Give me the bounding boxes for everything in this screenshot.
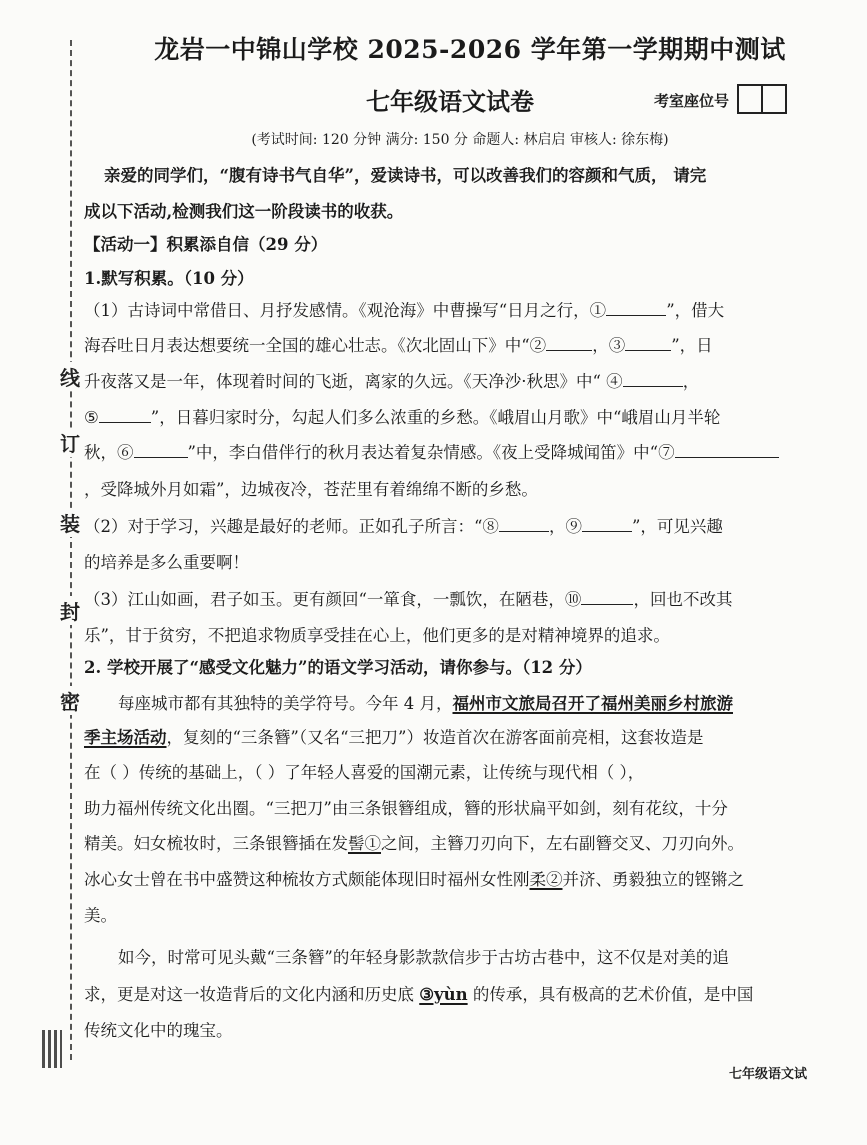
answer-blank-5[interactable] xyxy=(99,404,151,423)
marked-char-2: 柔② xyxy=(529,870,563,889)
pinyin-blank-3[interactable]: ③yùn xyxy=(419,985,468,1004)
underlined-phrase: 福州市文旅局召开了福州美丽乡村旅游 xyxy=(452,694,733,713)
q2-para2-line-2: 求，更是对这一妆造背后的文化内涵和历史底 ③yùn 的传承，具有极高的艺术价值，是中国 xyxy=(84,985,754,1004)
binding-word-mi: 密 xyxy=(52,686,88,715)
q1-p3-line-1: （3）江山如画，君子如玉。更有颜回“一箪食，一瓢饮，在陋巷，⑩ ，回也不改其 xyxy=(84,586,820,610)
answer-blank-9[interactable] xyxy=(582,513,632,532)
q1-p1-line-5: 秋，⑥ ”中，李白借伴行的秋月表达着复杂情感。《夜上受降城闻笛》中“⑦ xyxy=(84,439,820,463)
binding-word-zhuang: 装 xyxy=(52,508,88,537)
q1-p2-line-1: （2）对于学习，兴趣是最好的老师。正如孔子所言：“⑧ ，⑨ ”，可见兴趣 xyxy=(84,513,820,537)
binding-word-ding: 订 xyxy=(52,428,88,457)
q1-p3-line-2: 乐”，甘于贫穷，不把追求物质享受挂在心上，他们更多的是对精神境界的追求。 xyxy=(84,626,670,645)
exam-title: 龙岩一中锦山学校 2025-2026 学年第一学期期中测试 xyxy=(154,35,786,64)
answer-blank-8[interactable] xyxy=(499,513,549,532)
activity1-heading: 【活动一】积累添自信（29 分） xyxy=(84,235,328,254)
q1-p1-line-1: （1）古诗词中常借日、月抒发感情。《观沧海》中曹操写“日月之行，① ”，借大 xyxy=(84,297,820,321)
seat-number-label: 考室座位号 xyxy=(654,92,730,110)
q2-para2-line-1: 如今，时常可见头戴“三条簪”的年轻身影款款信步于古坊古巷中，这不仅是对美的追 xyxy=(118,948,729,967)
q1-p1-line-3: 升夜落又是一年，体现着时间的飞逝，离家的久远。《天净沙·秋思》中“ ④ ， xyxy=(84,368,820,392)
q2-para1-line-6: 冰心女士曾在书中盛赞这种梳妆方式颇能体现旧时福州女性刚柔②并济、勇毅独立的铿锵之 xyxy=(84,870,744,889)
q2-heading: 2. 学校开展了“感受文化魅力”的语文学习活动，请你参与。（12 分） xyxy=(84,658,592,677)
q2-para1-line-3: 在（ ）传统的基础上，（ ）了年轻人喜爱的国潮元素，让传统与现代相（ ）， xyxy=(84,763,645,782)
exam-subtitle: 七年级语文试卷 xyxy=(366,87,534,116)
answer-blank-2[interactable] xyxy=(546,332,592,351)
q2-para1-line-7: 美。 xyxy=(84,906,117,925)
answer-blank-4[interactable] xyxy=(623,368,683,387)
underlined-phrase-cont: 季主场活动 xyxy=(84,728,167,747)
answer-blank-1[interactable] xyxy=(606,297,666,316)
q2-para2-line-3: 传统文化中的瑰宝。 xyxy=(84,1021,233,1040)
q2-para1-line-2: 季主场活动，复刻的“三条簪”（又名“三把刀”）妆造首次在游客面前亮相，这套妆造是 xyxy=(84,728,704,747)
q1-p1-line-4: ⑤ ”，日暮归家时分，勾起人们多么浓重的乡愁。《峨眉山月歌》中“峨眉山月半轮 xyxy=(84,404,820,428)
answer-blank-6[interactable] xyxy=(134,439,188,458)
binding-line xyxy=(70,40,72,1060)
page-footer: 七年级语文试 xyxy=(729,1067,808,1082)
answer-blank-10[interactable] xyxy=(581,586,633,605)
q2-para1-line-5: 精美。妇女梳妆时，三条银簪插在发髻①之间，主簪刀刃向下，左右副簪交叉、刀刃向外。 xyxy=(84,834,744,853)
q1-p1-line-6: ，受降城外月如霜”，边城夜冷，苍茫里有着绵绵不断的乡愁。 xyxy=(84,480,538,499)
binding-word-xian: 线 xyxy=(52,362,88,391)
q1-p1-line-2: 海吞吐日月表达想要统一全国的雄心壮志。《次北固山下》中“② ，③ ”，日 xyxy=(84,332,820,356)
answer-blank-3[interactable] xyxy=(625,332,671,351)
intro-line-2: 成以下活动,检测我们这一阶段读书的收获。 xyxy=(84,202,404,221)
intro-line-1: 亲爱的同学们，“腹有诗书气自华”，爱读诗书，可以改善我们的容颜和气质， 请完 xyxy=(104,166,707,185)
q1-p2-line-2: 的培养是多么重要啊！ xyxy=(84,553,249,572)
q2-para1-line-4: 助力福州传统文化出圈。“三把刀”由三条银簪组成，簪的形状扁平如剑，刻有花纹，十分 xyxy=(84,799,728,818)
seat-number-box[interactable] xyxy=(737,84,787,114)
q2-para1-line-1: 每座城市都有其独特的美学符号。今年 4 月，福州市文旅局召开了福州美丽乡村旅游 xyxy=(118,694,733,713)
exam-info: (考试时间: 120 分钟 满分: 150 分 命题人: 林启启 审核人: 徐东梅) xyxy=(251,132,669,148)
scan-mark xyxy=(42,1030,62,1068)
answer-blank-7[interactable] xyxy=(675,439,779,458)
marked-char-1: 髻① xyxy=(348,834,381,853)
q1-heading: 1.默写积累。（10 分） xyxy=(84,269,254,288)
binding-word-feng: 封 xyxy=(52,596,88,625)
